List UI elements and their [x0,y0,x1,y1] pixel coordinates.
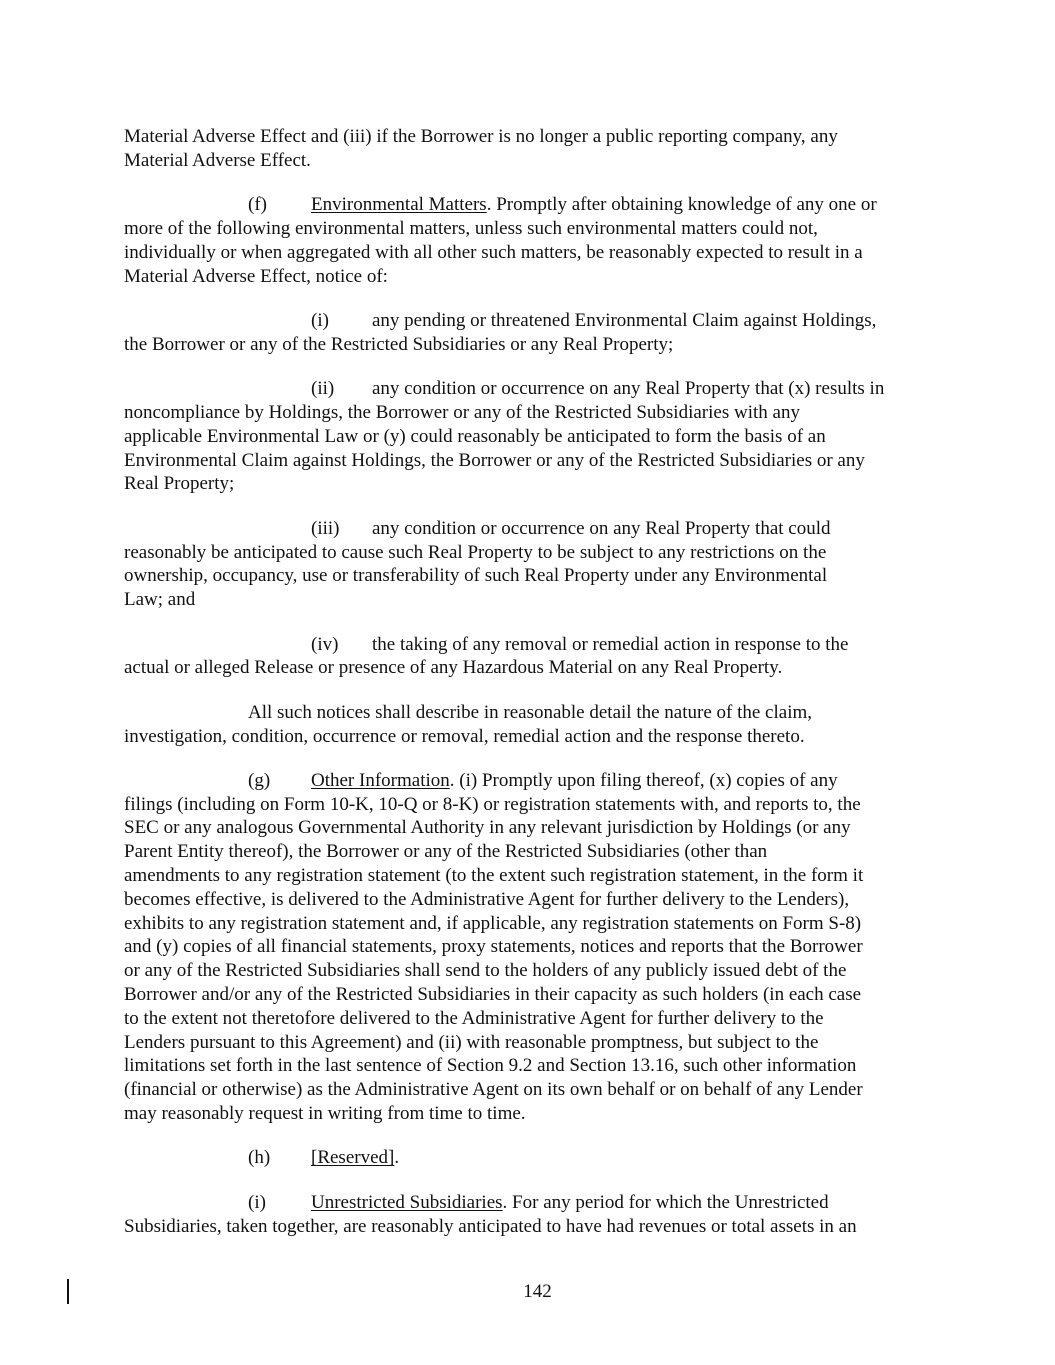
text-line: the Borrower or any of the Restricted Subsidiaries or any Real Property; [124,333,674,355]
clause-label: (iv) [311,633,339,655]
section-f [124,193,929,288]
text-line: Borrower and/or any of the Restricted Subsidiaries in their capacity as such holders (in each case [124,984,862,1006]
text-line: more of the following environmental matters, unless such environmental matters could not, [124,217,818,239]
paragraph-notices [124,701,929,749]
text-line: the taking of any removal or remedial action in response to the [372,633,849,655]
text-line: . For any period for which the Unrestricted [502,1191,829,1213]
text-line: . Promptly after obtaining knowledge of any one or [486,194,877,216]
text-line: . [394,1147,400,1169]
clause-f-iv [124,633,929,681]
text-line: individually or when aggregated with all other such matters, be reasonably expected to result in a [124,241,863,263]
document-page [124,125,929,1259]
text-line: (financial or otherwise) as the Administrative Agent on its own behalf or on behalf of any Lender [124,1079,863,1101]
text-line: Material Adverse Effect. [124,149,311,171]
text-line: Material Adverse Effect, notice of: [124,265,388,287]
text-line: may reasonably request in writing from time to time. [124,1103,526,1125]
text-line: limitations set forth in the last sentence of Section 9.2 and Section 13.16, such other information [124,1055,857,1077]
text-line: ownership, occupancy, use or transferability of such Real Property under any Environmental [124,565,828,587]
text-line: investigation, condition, occurrence or removal, remedial action and the response thereto. [124,725,805,747]
text-line: . (i) Promptly upon filing thereof, (x) copies of any [449,769,838,791]
section-heading: [Reserved] [311,1147,395,1169]
section-heading: Other Information [311,769,450,791]
text-line: applicable Environmental Law or (y) could reasonably be anticipated to form the basis of an [124,425,826,447]
section-label: (h) [248,1147,271,1169]
text-line: Material Adverse Effect and (iii) if the Borrower is no longer a public reporting company, any [124,126,838,147]
section-g [124,769,929,1126]
section-label: (g) [248,769,271,791]
text-line: and (y) copies of all financial statements, proxy statements, notices and reports that the Borrower [124,936,863,958]
text-line: Lenders pursuant to this Agreement) and (ii) with reasonable promptness, but subject to the [124,1031,819,1053]
text-line: amendments to any registration statement (to the extent such registration statement, in the form it [124,865,864,887]
section-label: (i) [248,1191,266,1213]
section-heading: Unrestricted Subsidiaries [311,1191,503,1213]
clause-f-ii [124,377,929,496]
clause-label: (i) [311,309,329,331]
section-i [124,1191,929,1239]
text-line: Real Property; [124,473,235,495]
section-heading: Environmental Matters [311,194,487,216]
clause-label: (iii) [311,517,340,539]
text-line: filings (including on Form 10-K, 10-Q or 8-K) or registration statements with, and reports to, the [124,793,861,815]
text-line: to the extent not theretofore delivered to the Administrative Agent for further delivery to the [124,1007,824,1029]
text-line: Subsidiaries, taken together, are reasonably anticipated to have had revenues or total assets in an [124,1215,857,1237]
text-line: SEC or any analogous Governmental Authority in any relevant jurisdiction by Holdings (or any [124,817,851,839]
text-line: Environmental Claim against Holdings, the Borrower or any of the Restricted Subsidiaries or any [124,449,865,471]
text-line: Law; and [124,589,196,611]
paragraph-intro [124,125,929,173]
section-h [124,1146,929,1170]
text-line: any condition or occurrence on any Real Property that (x) results in [372,378,885,400]
text-line: or any of the Restricted Subsidiaries shall send to the holders of any publicly issued debt of the [124,960,847,982]
section-label: (f) [248,194,267,216]
text-line: Parent Entity thereof), the Borrower or any of the Restricted Subsidiaries (other than [124,841,768,863]
text-line: actual or alleged Release or presence of any Hazardous Material on any Real Property. [124,657,783,679]
clause-label: (ii) [311,378,335,400]
clause-f-iii [124,517,929,612]
text-line: reasonably be anticipated to cause such Real Property to be subject to any restrictions on the [124,541,827,563]
clause-f-i [124,309,929,357]
text-line: All such notices shall describe in reasonable detail the nature of the claim, [248,701,812,723]
text-line: exhibits to any registration statement and, if applicable, any registration statements on Form S-8) [124,912,862,934]
text-line: any condition or occurrence on any Real Property that could [372,517,831,539]
text-line: becomes effective, is delivered to the Administrative Agent for further delivery to the Lenders), [124,888,850,910]
text-line: noncompliance by Holdings, the Borrower or any of the Restricted Subsidiaries with any [124,401,800,423]
page-number: 142 [523,1281,552,1302]
text-line: any pending or threatened Environmental Claim against Holdings, [372,309,877,331]
